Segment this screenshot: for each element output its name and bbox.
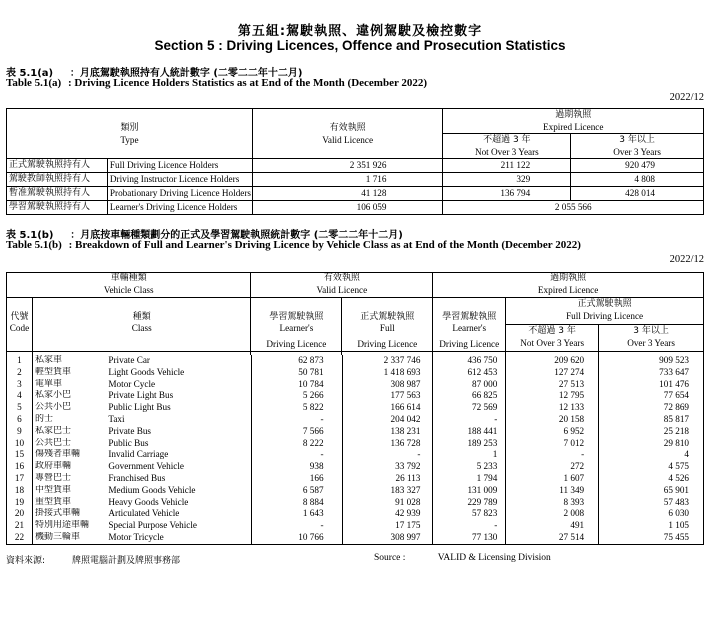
table-cell: 209 620 (506, 355, 599, 367)
table-cell: 101 476 (599, 379, 704, 391)
table-cell: Invalid Carriage (106, 449, 251, 461)
table-cell: - (251, 449, 342, 461)
table-cell: 6 587 (251, 485, 342, 497)
table-cell: Medium Goods Vehicle (106, 485, 251, 497)
table-cell: Motor Tricycle (106, 532, 251, 544)
table-cell: 4 575 (599, 461, 704, 473)
table-cell: 29 810 (599, 438, 704, 450)
table-cell: - (433, 520, 506, 532)
table-cell: 私家小巴 (34, 390, 71, 401)
table-cell: 11 349 (506, 485, 599, 497)
table-row: 暫准駕駛執照持有人 Probationary Driving Licence Holders 41 128 136 794 428 014 (7, 187, 704, 201)
table-cell: Private Light Bus (106, 390, 251, 402)
table-cell: 1 105 (599, 520, 704, 532)
table-cell: 308 997 (342, 532, 433, 544)
table-cell: 1 643 (251, 508, 342, 520)
table-cell: 5 233 (433, 461, 506, 473)
table-cell: 75 455 (599, 532, 704, 544)
table1-id-en: Table 5.1(a) (6, 77, 62, 89)
table-row (7, 497, 704, 509)
table-row (7, 532, 704, 544)
table-row (7, 438, 704, 450)
table-cell: 16 (7, 461, 33, 473)
table1-type-header: 類別 Type (7, 109, 253, 159)
table-cell: 57 483 (599, 497, 704, 509)
table-cell: 的士 (34, 413, 53, 424)
table2-heading-en (6, 239, 581, 251)
expired-licence-header: 過期執照 Expired Licence (433, 273, 704, 298)
table1-valid-header: 有效執照 Valid Licence (252, 109, 443, 159)
table-cell: 136 728 (342, 438, 433, 450)
valid-learner-header: 學習駕駛執照 Learner's Driving Licence (251, 297, 342, 351)
table-cell: 傷殘者車輛 (34, 449, 80, 460)
table-row (7, 355, 704, 367)
table-cell: 19 (7, 497, 33, 509)
valid-full-header: 正式駕駛執照 Full Driving Licence (342, 297, 433, 351)
table-row (7, 449, 704, 461)
table-cell: 166 614 (342, 402, 433, 414)
table-cell: 1 (7, 355, 33, 367)
table-cell: 8 393 (506, 497, 599, 509)
table-cell: 專營巴士 (34, 472, 71, 483)
table-cell: 10 766 (251, 532, 342, 544)
table-cell: 65 901 (599, 485, 704, 497)
expired-full-header: 正式駕駛執照 Full Driving Licence (506, 297, 704, 324)
table-cell: 私家巴士 (34, 425, 71, 436)
table1-expired-header: 過期執照 Expired Licence (443, 109, 704, 134)
table-cell: 57 823 (433, 508, 506, 520)
table-cell: 77 654 (599, 390, 704, 402)
table-cell: 183 327 (342, 485, 433, 497)
table2-id-en: Table 5.1(b) (6, 239, 62, 251)
table-cell: 26 113 (342, 473, 433, 485)
table-cell: 4 (599, 449, 704, 461)
table1-heading-en (6, 77, 427, 89)
table-cell: 25 218 (599, 426, 704, 438)
table-cell: 62 873 (251, 355, 342, 367)
table-row (7, 379, 704, 391)
table-cell: 6 (7, 414, 33, 426)
table-cell: 177 563 (342, 390, 433, 402)
section-title-en: Section 5 : Driving Licences, Offence and Prosecution Statistics (154, 38, 566, 53)
table-cell: 4 (7, 390, 33, 402)
expired-nov3-header: 不超過 3 年 Not Over 3 Years (506, 324, 599, 351)
footer-source-en: Source : VALID & Licensing Division (374, 553, 551, 563)
table-cell: - (506, 449, 599, 461)
table-cell: 17 (7, 473, 33, 485)
table-cell: 22 (7, 532, 33, 544)
table-cell: 938 (251, 461, 342, 473)
table-cell: 166 (251, 473, 342, 485)
table1-date: 2022/12 (669, 92, 704, 103)
table-cell: Public Light Bus (106, 402, 251, 414)
table-cell: 1 (433, 449, 506, 461)
code-header: 代號 Code (7, 297, 33, 351)
table-cell: Heavy Goods Vehicle (106, 497, 251, 509)
table-cell: Private Bus (106, 426, 251, 438)
table-cell: 27 514 (506, 532, 599, 544)
class-header: 種類 Class (32, 297, 250, 351)
table-cell: 72 869 (599, 402, 704, 414)
table-cell: Private Car (106, 355, 251, 367)
table-cell: Motor Cycle (106, 379, 251, 391)
table-cell: 491 (506, 520, 599, 532)
vehicle-class-header: 車輛種類 Vehicle Class (7, 273, 251, 298)
table-cell: Franchised Bus (106, 473, 251, 485)
table2-title-zh: ：月底按車輛種類劃分的正式及學習駕駛執照統計數字 (二零二二年十二月) (70, 230, 403, 241)
expired-learner-header: 學習駕駛執照 Learner's Driving Licence (433, 297, 506, 351)
table-cell: 189 253 (433, 438, 506, 450)
table-cell: 機動三輪車 (32, 532, 106, 544)
table-cell: 特別用途車輛 (34, 520, 89, 531)
table-cell: Articulated Vehicle (106, 508, 251, 520)
table-cell: Special Purpose Vehicle (106, 520, 251, 532)
table-cell: 公共小巴 (34, 402, 71, 413)
table-cell: 5 266 (251, 390, 342, 402)
table-cell: 6 952 (506, 426, 599, 438)
table-cell: 612 453 (433, 367, 506, 379)
table-cell: 909 523 (599, 355, 704, 367)
table-cell: 85 817 (599, 414, 704, 426)
table-cell: 4 526 (599, 473, 704, 485)
table1-title-zh: ：月底駕駛執照持有人統計數字 (二零二二年十二月) (69, 68, 303, 79)
table-cell: 10 (7, 438, 33, 450)
table-cell: 204 042 (342, 414, 433, 426)
table-cell: 12 795 (506, 390, 599, 402)
table-row (7, 508, 704, 520)
table-row (7, 485, 704, 497)
table-cell: 138 231 (342, 426, 433, 438)
table-cell: 8 222 (251, 438, 342, 450)
section-title-zh: 第五組:駕駛執照、違例駕駛及檢控數字 (237, 24, 483, 39)
table-cell: - (251, 414, 342, 426)
table-cell: Public Bus (106, 438, 251, 450)
table-cell: 私家車 (34, 355, 62, 365)
table-cell: 436 750 (433, 355, 506, 367)
table-cell: 電單車 (34, 378, 62, 389)
table-cell: 輕型貨車 (34, 366, 71, 377)
table-cell: 21 (7, 520, 33, 532)
table-cell: 8 884 (251, 497, 342, 509)
table-cell: 掛接式車輛 (34, 508, 80, 519)
table-cell: 2 (7, 367, 33, 379)
table-row (7, 461, 704, 473)
table-row (7, 367, 704, 379)
table-cell: 33 792 (342, 461, 433, 473)
table-row: 學習駕駛執照持有人 Learner's Driving Licence Holders 106 059 2 055 566 (7, 201, 704, 215)
table-cell: 中型貨車 (34, 484, 71, 495)
table2-body (6, 355, 704, 545)
table2-title-en: : Breakdown of Full and Learner's Driving Licence by Vehicle Class as at End of the Month (December 2022) (68, 239, 581, 251)
valid-licence-header: 有效執照 Valid Licence (251, 273, 433, 298)
table-row (7, 426, 704, 438)
table-cell: 12 133 (506, 402, 599, 414)
table-cell: Government Vehicle (106, 461, 251, 473)
table-cell: 2 008 (506, 508, 599, 520)
table2-id-zh: 表 5.1(b) (6, 230, 54, 241)
table-cell: 131 009 (433, 485, 506, 497)
table-cell: 6 030 (599, 508, 704, 520)
table-cell: 2 337 746 (342, 355, 433, 367)
table-row: 駕駛教師執照持有人 Driving Instructor Licence Holders 1 716 329 4 808 (7, 173, 704, 187)
table-cell: 50 781 (251, 367, 342, 379)
table-cell: 20 158 (506, 414, 599, 426)
table-cell: 3 (7, 379, 33, 391)
table-cell: 188 441 (433, 426, 506, 438)
table1-nov3-header: 不超過 3 年 Not Over 3 Years (443, 134, 571, 159)
table-cell: 5 (7, 402, 33, 414)
table-cell: 1 607 (506, 473, 599, 485)
table-cell: - (342, 449, 433, 461)
table-cell: 66 825 (433, 390, 506, 402)
table-cell: 10 784 (251, 379, 342, 391)
table-row (7, 520, 704, 532)
table-cell: 91 028 (342, 497, 433, 509)
table-cell: 5 822 (251, 402, 342, 414)
table-cell: 20 (7, 508, 33, 520)
table-cell: 127 274 (506, 367, 599, 379)
table-row (7, 402, 704, 414)
table1-ov3-header: 3 年以上 Over 3 Years (571, 134, 704, 159)
table1-id-zh: 表 5.1(a) (6, 68, 54, 79)
table-cell: 229 789 (433, 497, 506, 509)
table-cell: 公共巴士 (34, 437, 71, 448)
table-row (7, 390, 704, 402)
table-cell: 733 647 (599, 367, 704, 379)
table-cell: 15 (7, 449, 33, 461)
table2 (6, 272, 704, 355)
table-cell: 87 000 (433, 379, 506, 391)
table-cell: Taxi (106, 414, 251, 426)
table-cell: 27 513 (506, 379, 599, 391)
table-cell: 政府車輛 (34, 461, 71, 472)
table-cell: 1 794 (433, 473, 506, 485)
table2-date: 2022/12 (669, 254, 704, 265)
table-row (7, 414, 704, 426)
table-cell: - (433, 414, 506, 426)
table1 (6, 108, 704, 215)
table-row: 正式駕駛執照持有人 Full Driving Licence Holders 2 351 926 211 122 920 479 (7, 159, 704, 173)
table-cell: 9 (7, 426, 33, 438)
table-cell: 7 566 (251, 426, 342, 438)
table-cell: 42 939 (342, 508, 433, 520)
table-cell: 77 130 (433, 532, 506, 544)
expired-ov3-header: 3 年以上 Over 3 Years (599, 324, 704, 351)
table-cell: 1 418 693 (342, 367, 433, 379)
table-cell: Light Goods Vehicle (106, 367, 251, 379)
table-cell: 18 (7, 485, 33, 497)
table-cell: 72 569 (433, 402, 506, 414)
table-cell: 272 (506, 461, 599, 473)
table-row (7, 473, 704, 485)
table-cell: 7 012 (506, 438, 599, 450)
footer-source-zh: 資料來源: 牌照電腦計劃及牌照事務部 (6, 556, 181, 566)
table-cell: 308 987 (342, 379, 433, 391)
table1-title-en: : Driving Licence Holders Statistics as at End of the Month (December 2022) (67, 77, 428, 89)
table-cell: 重型貨車 (34, 496, 71, 507)
table-cell: 17 175 (342, 520, 433, 532)
table-cell: - (251, 520, 342, 532)
